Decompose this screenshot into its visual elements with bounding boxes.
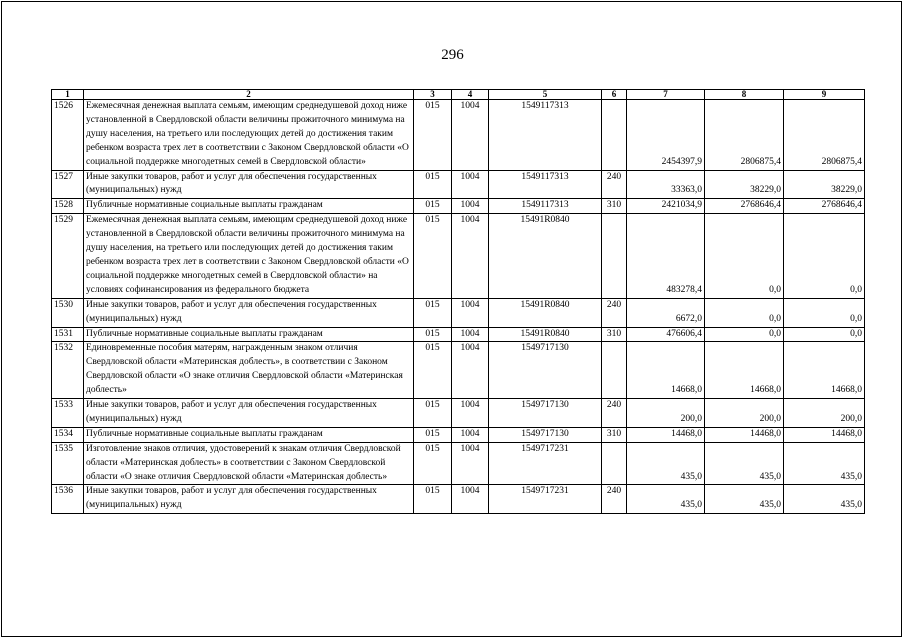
target-article-code: 1549117313: [489, 170, 602, 199]
row-number: 1532: [52, 342, 84, 399]
admin-code: 015: [414, 427, 452, 442]
row-name: Публичные нормативные социальные выплаты гражданам: [84, 199, 414, 214]
column-header: 9: [784, 90, 865, 100]
amount-col-7: 14468,0: [627, 427, 705, 442]
admin-code: 015: [414, 100, 452, 171]
section-code: 1004: [452, 342, 489, 399]
target-article-code: 15491R0840: [489, 298, 602, 327]
section-code: 1004: [452, 214, 489, 298]
admin-code: 015: [414, 199, 452, 214]
row-name: Иные закупки товаров, работ и услуг для обеспечения государственных (муниципальных) нужд: [84, 170, 414, 199]
amount-col-8: 435,0: [705, 485, 784, 514]
row-number: 1526: [52, 100, 84, 171]
row-number: 1528: [52, 199, 84, 214]
row-name: Иные закупки товаров, работ и услуг для обеспечения государственных (муниципальных) нужд: [84, 485, 414, 514]
column-header: 5: [489, 90, 602, 100]
amount-col-8: 2768646,4: [705, 199, 784, 214]
amount-col-8: 38229,0: [705, 170, 784, 199]
amount-col-8: 2806875,4: [705, 100, 784, 171]
target-article-code: 1549717130: [489, 427, 602, 442]
section-code: 1004: [452, 427, 489, 442]
table-row: [52, 485, 865, 514]
section-code: 1004: [452, 327, 489, 342]
admin-code: 015: [414, 485, 452, 514]
target-article-code: 1549717231: [489, 442, 602, 485]
amount-col-7: 483278,4: [627, 214, 705, 298]
section-code: 1004: [452, 100, 489, 171]
expense-type-code: 310: [602, 199, 627, 214]
admin-code: 015: [414, 342, 452, 399]
amount-col-9: 0,0: [784, 214, 865, 298]
amount-col-7: 435,0: [627, 485, 705, 514]
amount-col-9: 0,0: [784, 298, 865, 327]
admin-code: 015: [414, 214, 452, 298]
amount-col-7: 2421034,9: [627, 199, 705, 214]
row-number: 1533: [52, 399, 84, 428]
amount-col-9: 435,0: [784, 485, 865, 514]
column-header: 8: [705, 90, 784, 100]
amount-col-7: 14668,0: [627, 342, 705, 399]
column-header: 3: [414, 90, 452, 100]
amount-col-7: 435,0: [627, 442, 705, 485]
expense-type-code: 310: [602, 427, 627, 442]
row-number: 1536: [52, 485, 84, 514]
row-name: Единовременные пособия матерям, награжденным знаком отличия Свердловской области «Материнская доблесть», в соответствии с Законом Свердловской области «О знаке отличия Свердловской области «Материнская доблесть»: [84, 342, 414, 399]
table-row: [52, 214, 865, 298]
amount-col-7: 200,0: [627, 399, 705, 428]
expense-type-code: 240: [602, 298, 627, 327]
page-number: 296: [441, 47, 464, 63]
target-article-code: 15491R0840: [489, 327, 602, 342]
expense-type-code: 240: [602, 399, 627, 428]
table-row: [52, 427, 865, 442]
amount-col-9: 0,0: [784, 327, 865, 342]
row-name: Публичные нормативные социальные выплаты гражданам: [84, 427, 414, 442]
amount-col-8: 200,0: [705, 399, 784, 428]
admin-code: 015: [414, 298, 452, 327]
table-row: [52, 298, 865, 327]
table-row: [52, 342, 865, 399]
admin-code: 015: [414, 442, 452, 485]
row-name: Ежемесячная денежная выплата семьям, имеющим среднедушевой доход ниже установленной в Свердловской области величины прожиточного минимума на душу населения, на третьего или последующих детей до достижения таким ребенком возраста трех лет в соответствии с Законом Свердловской области «О социальной поддержке многодетных семей в Свердловской области» на условиях софинансирования из федерального бюджета: [84, 214, 414, 298]
amount-col-9: 38229,0: [784, 170, 865, 199]
row-number: 1534: [52, 427, 84, 442]
row-number: 1530: [52, 298, 84, 327]
expense-type-code: 240: [602, 170, 627, 199]
row-number: 1531: [52, 327, 84, 342]
row-name: Иные закупки товаров, работ и услуг для обеспечения государственных (муниципальных) нужд: [84, 298, 414, 327]
admin-code: 015: [414, 399, 452, 428]
amount-col-8: 0,0: [705, 327, 784, 342]
target-article-code: 1549117313: [489, 199, 602, 214]
amount-col-9: 14668,0: [784, 342, 865, 399]
section-code: 1004: [452, 485, 489, 514]
amount-col-7: 33363,0: [627, 170, 705, 199]
target-article-code: 1549717231: [489, 485, 602, 514]
amount-col-9: 14468,0: [784, 427, 865, 442]
amount-col-8: 14668,0: [705, 342, 784, 399]
amount-col-9: 435,0: [784, 442, 865, 485]
amount-col-7: 6672,0: [627, 298, 705, 327]
table-row: [52, 327, 865, 342]
table-row: [52, 399, 865, 428]
table-row: [52, 199, 865, 214]
target-article-code: 1549717130: [489, 399, 602, 428]
target-article-code: 1549717130: [489, 342, 602, 399]
target-article-code: 15491R0840: [489, 214, 602, 298]
expense-type-code: 240: [602, 485, 627, 514]
expense-type-code: [602, 214, 627, 298]
amount-col-8: 0,0: [705, 214, 784, 298]
expense-type-code: [602, 342, 627, 399]
section-code: 1004: [452, 298, 489, 327]
section-code: 1004: [452, 442, 489, 485]
column-header: 2: [84, 90, 414, 100]
section-code: 1004: [452, 170, 489, 199]
column-header: 1: [52, 90, 84, 100]
row-name: Иные закупки товаров, работ и услуг для обеспечения государственных (муниципальных) нужд: [84, 399, 414, 428]
column-header: 4: [452, 90, 489, 100]
target-article-code: 1549117313: [489, 100, 602, 171]
admin-code: 015: [414, 327, 452, 342]
row-name: Ежемесячная денежная выплата семьям, имеющим среднедушевой доход ниже установленной в Свердловской области величины прожиточного минимума на душу населения, на третьего или последующих детей до достижения таким ребенком возраста трех лет в соответствии с Законом Свердловской области «О социальной поддержке многодетных семей в Свердловской области»: [84, 100, 414, 171]
amount-col-7: 476606,4: [627, 327, 705, 342]
amount-col-9: 2806875,4: [784, 100, 865, 171]
table-row: [52, 170, 865, 199]
row-number: 1529: [52, 214, 84, 298]
table-row: [52, 100, 865, 171]
row-number: 1535: [52, 442, 84, 485]
row-name: Изготовление знаков отличия, удостоверений к знакам отличия Свердловской области «Материнская доблесть» в соответствии с Законом Свердловской области «О знаке отличия Свердловской области «Материнская доблесть»: [84, 442, 414, 485]
amount-col-8: 435,0: [705, 442, 784, 485]
amount-col-9: 2768646,4: [784, 199, 865, 214]
header-row: [52, 90, 865, 100]
column-header: 7: [627, 90, 705, 100]
section-code: 1004: [452, 199, 489, 214]
section-code: 1004: [452, 399, 489, 428]
expense-type-code: [602, 442, 627, 485]
expense-type-code: 310: [602, 327, 627, 342]
row-number: 1527: [52, 170, 84, 199]
amount-col-8: 14468,0: [705, 427, 784, 442]
column-header: 6: [602, 90, 627, 100]
amount-col-7: 2454397,9: [627, 100, 705, 171]
budget-table: [51, 89, 865, 514]
table-row: [52, 442, 865, 485]
amount-col-9: 200,0: [784, 399, 865, 428]
row-name: Публичные нормативные социальные выплаты гражданам: [84, 327, 414, 342]
amount-col-8: 0,0: [705, 298, 784, 327]
admin-code: 015: [414, 170, 452, 199]
expense-type-code: [602, 100, 627, 171]
